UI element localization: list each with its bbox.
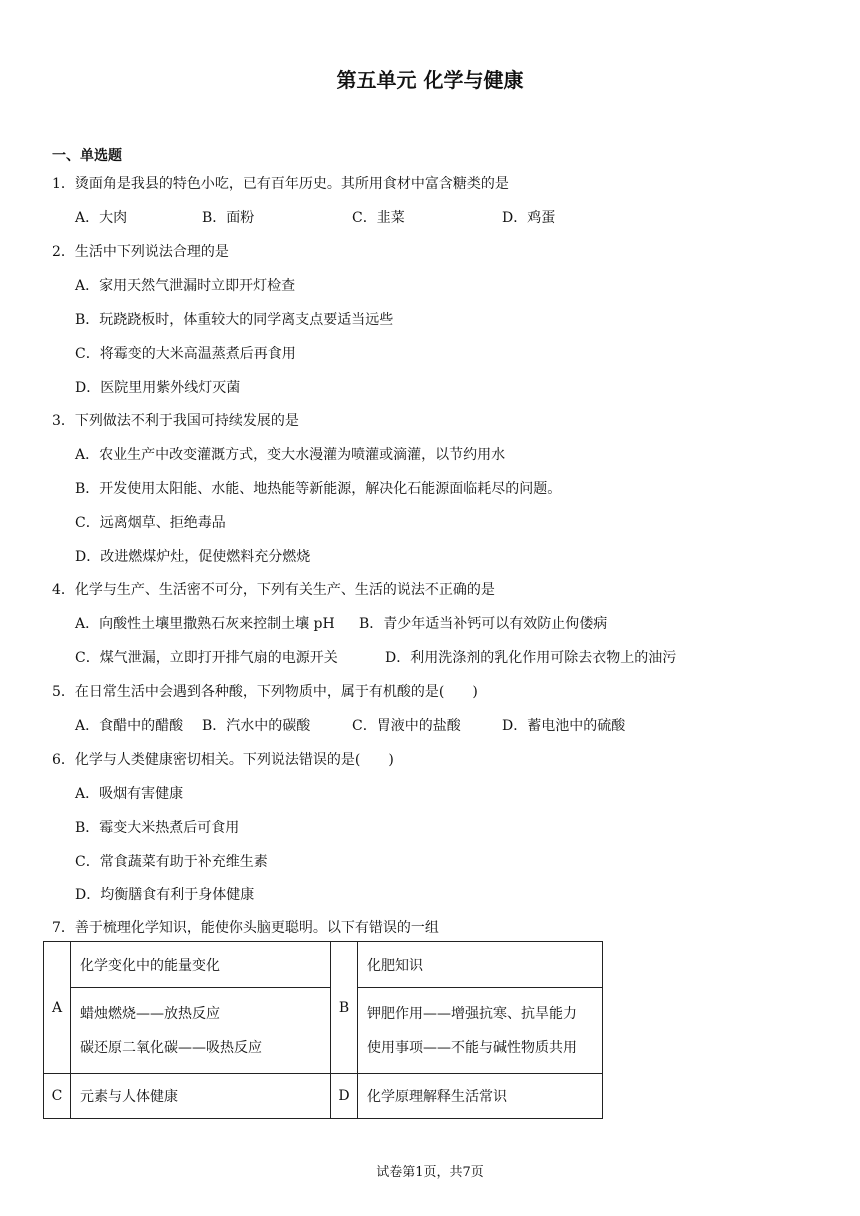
question-2-option-d: D．医院里用紫外线灯灭菌: [75, 380, 241, 396]
question-6-option-c: C．常食蔬菜有助于补充维生素: [75, 854, 268, 870]
question-6-option-d: D．均衡膳食有利于身体健康: [75, 887, 255, 903]
table-label-d: D: [331, 1074, 358, 1119]
question-3-option-c: C．远离烟草、拒绝毒品: [75, 515, 226, 531]
table-a-line-2: 碳还原二氧化碳——吸热反应: [80, 1039, 262, 1056]
question-6-stem: 6．化学与人类健康密切相关。下列说法错误的是( ): [52, 752, 394, 768]
question-6-option-a: A．吸烟有害健康: [75, 786, 184, 802]
question-5-option-a: A．食醋中的醋酸: [75, 718, 184, 734]
question-1-option-d: D．鸡蛋: [502, 210, 556, 226]
question-1-option-a: A．大肉: [75, 210, 128, 226]
page-title: 第五单元 化学与健康: [336, 68, 524, 92]
question-5-option-b: B．汽水中的碳酸: [202, 718, 311, 734]
question-2-option-b: B．玩跷跷板时，体重较大的同学离支点要适当远些: [75, 312, 394, 328]
table-b-line-1: 钾肥作用——增强抗寒、抗旱能力: [367, 1005, 577, 1022]
table-content-a: [71, 988, 331, 1074]
table-b-line-2: 使用事项——不能与碱性物质共用: [367, 1039, 577, 1056]
question-4-stem: 4．化学与生产、生活密不可分，下列有关生产、生活的说法不正确的是: [52, 582, 495, 598]
question-1-option-c: C．韭菜: [352, 210, 405, 226]
table-label-b: B: [331, 942, 358, 1074]
section-heading: 一、单选题: [52, 148, 122, 164]
question-4-option-c: C．煤气泄漏，立即打开排气扇的电源开关: [75, 650, 338, 666]
question-3-option-d: D．改进燃煤炉灶，促使燃料充分燃烧: [75, 549, 311, 565]
table-a-line-1: 蜡烛燃烧——放热反应: [80, 1005, 220, 1022]
question-4-option-d: D．利用洗涤剂的乳化作用可除去衣物上的油污: [385, 650, 677, 666]
knowledge-table: [43, 941, 603, 1119]
table-header-a: 化学变化中的能量变化: [71, 942, 331, 988]
question-4-option-b: B．青少年适当补钙可以有效防止佝偻病: [359, 616, 608, 632]
question-4-option-a: A．向酸性土壤里撒熟石灰来控制土壤 pH: [75, 616, 335, 632]
question-3-option-a: A．农业生产中改变灌溉方式，变大水漫灌为喷灌或滴灌，以节约用水: [75, 447, 506, 463]
question-5-option-d: D．蓄电池中的硫酸: [502, 718, 626, 734]
question-7-stem: 7．善于梳理化学知识，能使你头脑更聪明。以下有错误的一组: [52, 920, 439, 936]
page-footer: 试卷第1页，共7页: [376, 1165, 484, 1180]
table-label-a: A: [44, 942, 71, 1074]
question-6-option-b: B．霉变大米热煮后可食用: [75, 820, 240, 836]
table-header-b: 化肥知识: [358, 942, 603, 988]
question-2-option-c: C．将霉变的大米高温蒸煮后再食用: [75, 346, 296, 362]
question-1-stem: 1．烫面角是我县的特色小吃，已有百年历史。其所用食材中富含糖类的是: [52, 176, 509, 192]
question-1-option-b: B．面粉: [202, 210, 255, 226]
question-5-stem: 5．在日常生活中会遇到各种酸，下列物质中，属于有机酸的是( ): [52, 684, 478, 700]
table-header-d: 化学原理解释生活常识: [358, 1074, 603, 1119]
question-2-option-a: A．家用天然气泄漏时立即开灯检查: [75, 278, 296, 294]
table-label-c: C: [44, 1074, 71, 1119]
question-5-option-c: C．胃液中的盐酸: [352, 718, 461, 734]
question-2-stem: 2．生活中下列说法合理的是: [52, 244, 229, 260]
table-header-c: 元素与人体健康: [71, 1074, 331, 1119]
table-content-b: [358, 988, 603, 1074]
question-3-stem: 3．下列做法不利于我国可持续发展的是: [52, 413, 299, 429]
question-3-option-b: B．开发使用太阳能、水能、地热能等新能源，解决化石能源面临耗尽的问题。: [75, 481, 562, 497]
